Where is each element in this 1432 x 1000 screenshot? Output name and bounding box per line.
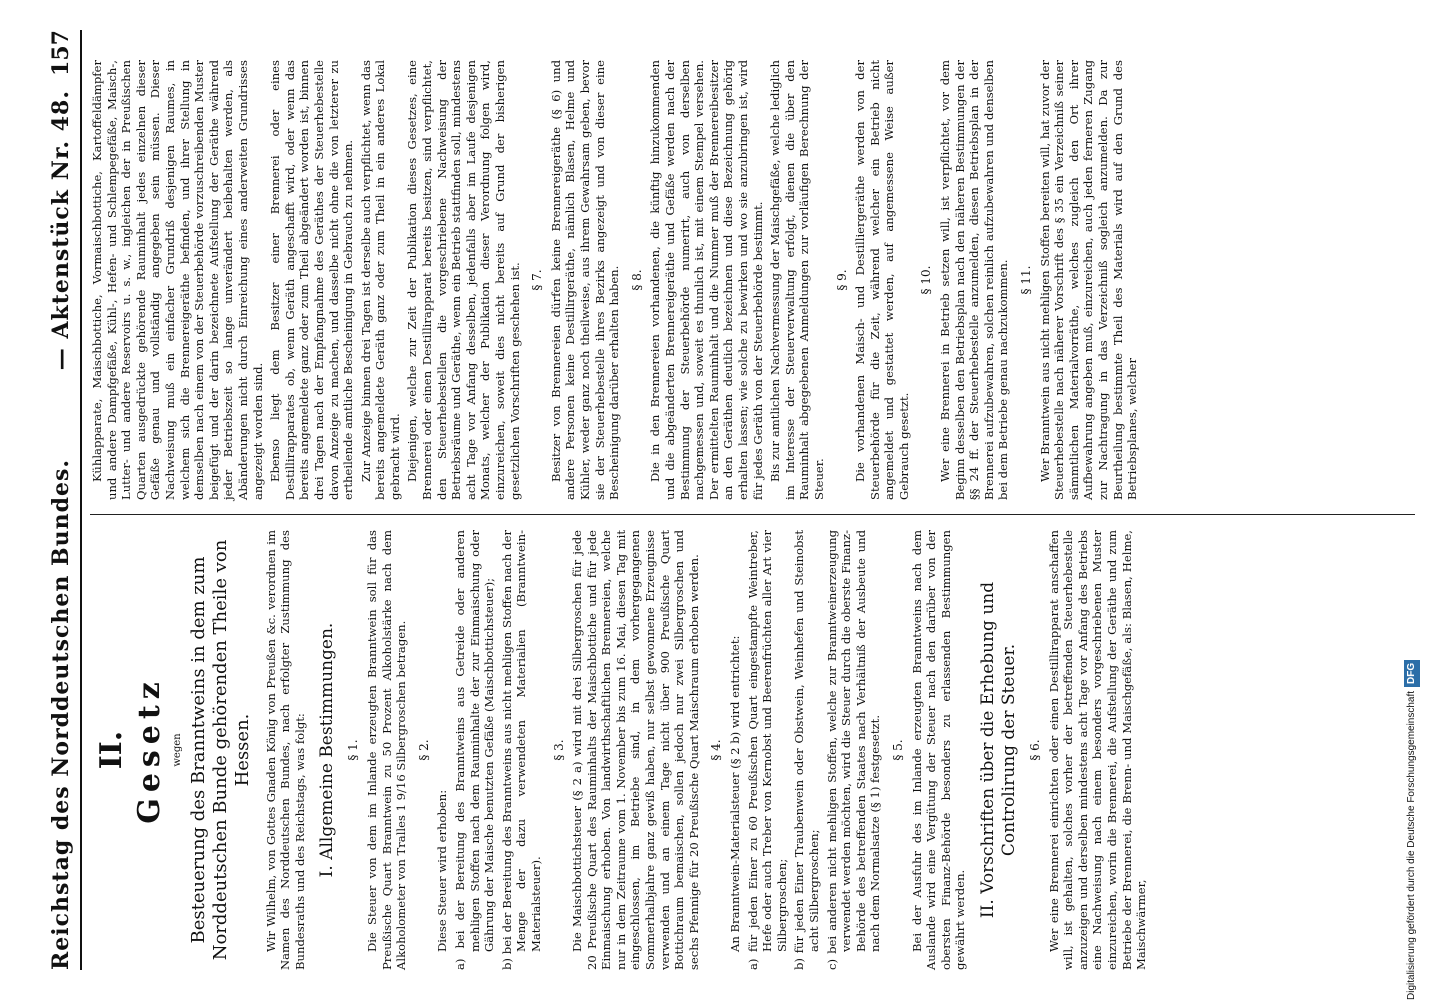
digitization-credit: [1404, 0, 1426, 1000]
paragraph-text-3: Die Maischbottichsteuer (§ 2 a) wird mit drei Silbergroschen für jede 20 Preußische Quart des Rauminhalts der Maischbottiche und für jede Einmaischung erhoben. Von landwirthschaftlichen Brennereien, welche nur in dem Zeitraume vom 1. November bis zum 16. Mai, diesen Tag mit eingeschlossen, im Betriebe sind, in dem vorhergegangenen Sommerhalbjahre ganz gewiß haben, nur selbst gewonnene Erzeugnisse verwenden und an einem Tage nicht über 900 Preußische Quart Bottichraum bemaischen, sollen jedoch nur zwei Silbergroschen und sechs Pfennige für 20 Preußische Quart Maischraum erhoben werden.: [570, 530, 701, 970]
page-header: [40, 30, 82, 970]
header-separator: —: [48, 347, 74, 371]
paragraph-label-5: § 5.: [890, 739, 905, 761]
paragraph-label-11: § 11.: [1019, 265, 1034, 295]
paragraph-6-continuation-2: Ebenso liegt dem Besitzer einer Brennerei oder eines Destillirapparates ob, wenn Geräth angeschafft wird, oder wenn das bereits angemeldete ganz oder zum Theil abgeändert worden ist, binnen drei Tagen nach der Empfangnahme des Geräthes der Steuerhebestelle davon Anzeige zu machen, und dasselbe nicht ohne die von letzterer zu ertheilende amtliche Bescheinigung in Gebrauch zu nehmen.: [268, 60, 356, 500]
paragraph-text-9: Die vorhandenen Maisch- und Destilliergeräthe werden von der Steuerbehörde für die Zeit, während welcher ein Betrieb nicht angemeldet und gestattet werden, auf angemessene Weise außer Gebrauch gesetzt.: [853, 60, 911, 500]
paragraph-label-8: § 8.: [629, 269, 644, 291]
column-divider: [90, 514, 1415, 515]
paragraph-6-continuation-3: Zur Anzeige binnen drei Tagen ist derselbe auch verpflichtet, wenn das bereits angemeldete Geräth ganz oder zum Theil in ein anderes Lokal gebracht wird.: [358, 60, 402, 500]
paragraph-label-10: § 10.: [919, 265, 934, 295]
paragraph-text-1: Die Steuer von dem im Inlande erzeugten Branntwein soll für das Preußische Quart Branntwein zu 50 Prozent Alkoholstärke nach dem Alkoholometer von Tralles 1 9/16 Silbergroschen betragen.: [364, 530, 409, 970]
paragraph-text-2: Diese Steuer wird erhoben:: [435, 789, 450, 952]
paragraph-text-10: Wer eine Brennerei in Betrieb setzen will, ist verpflichtet, vor dem Beginn desselben den Betriebsplan nach den näheren Bestimmungen der §§ 24 ff. der Steuerhebestelle anzumelden, diesen Betriebsplan in der Brennerei aufzubewahren, solchen reinlich aufzubewahren und denselben bei dem Betriebe genau nachzukommen.: [938, 60, 1011, 500]
paragraph-6-continuation-4: Diejenigen, welche zur Zeit der Publikation dieses Gesetzes, eine Brennerei oder einen Destillirapparat bereits besitzen, sind verpflichtet, den Steuerhebestellen die vorgeschriebene Nachweisung der Betriebsräume und Geräthe, wenn ein Betrieb stattfinden soll, mindestens acht Tage vor Anfang desselben, jedenfalls aber im Laufe desjenigen Monats, welcher der Publikation dieser Verordnung folgen wird, einzureichen, soweit dies nicht bereits auf Grund der bisherigen gesetzlichen Vorschriften geschehen ist.: [405, 60, 522, 500]
dfg-badge: DFG: [1404, 660, 1420, 687]
header-title: Reichstag des Norddeutschen Bundes.: [48, 458, 74, 970]
paragraph-text-8: Die in den Brennereien vorhandenen, die künftig hinzukommenden und die abgeänderten Brennereigeräthe und Gefäße werden nach der Bestimmung der Steuerbehörde numerirt, auch von derselben nachgemessen und, soweit es thunlich ist, mit einem Stempel versehen. Der ermittelten Rauminhalt und die Nummer muß der Brennereibesitzer an den Geräthen deutlich bezeichnen und diese Bezeichnung gehörig erhalten lassen; wie solche zu bewirken und wo sie anzubringen ist, wird für jedes Geräth von der Steuerbehörde bestimmt.: [648, 60, 765, 500]
paragraph-label-3: § 3.: [551, 739, 566, 761]
paragraph-4-item-b: b) für jeden Einer Traubenwein oder Obstwein, Weinhefen und Steinobst acht Silbergroschen;: [792, 530, 821, 970]
paragraph-2-item-b: b) bei der Bereitung des Branntweins aus nicht mehligen Stoffen nach der Menge der dazu verwendeten Materialien (Branntwein-Materialsteuer).: [499, 530, 543, 970]
digitization-credit-text: Digitalisierung gefördert durch die Deutsche Forschungsgemeinschaft: [1406, 690, 1417, 1000]
section-heading-2: II. Vorschriften über die Erhebung und Controlirung der Steuer.: [977, 581, 1019, 919]
section-heading-1: I. Allgemeine Bestimmungen.: [317, 622, 338, 878]
paragraph-2-item-a: a) bei der Bereitung des Branntweins aus Getreide oder anderen mehligen Stoffen nach dem Rauminhalte der zur Einmaischung oder Gährung der Maische benutzten Gefäße (Maischbottichsteuer);: [452, 530, 497, 970]
paragraph-text-4: An Branntwein-Materialsteuer (§ 2 b) wird entrichtet:: [728, 635, 743, 952]
law-title: Gesetz: [132, 676, 167, 824]
header-document-number: Aktenstück Nr. 48.: [48, 90, 74, 339]
preamble: Wir Wilhelm, von Gottes Gnaden König von Preußen &c. verordnen im Namen des Norddeutschen Bundes, nach erfolgter Zustimmung des Bundesraths und des Reichstags, was folgt:: [263, 530, 307, 970]
roman-numeral: II.: [94, 730, 129, 770]
paragraph-label-2: § 2.: [416, 739, 431, 761]
paragraph-4-item-a: a) für jeden Einer zu 60 Preußischen Quart eingestampfte Weintreber, Hefe oder auch Treber von Kernobst und Beerenfrüchten aller Art vier Silbergroschen;: [745, 530, 789, 970]
law-subtitle: Besteuerung des Branntweins in dem zum Norddeutschen Bunde gehörenden Theile von Hessen.: [187, 539, 253, 961]
paragraph-4-item-c: c) bei anderen nicht mehligen Stoffen, welche zur Branntweinerzeugung verwendet werden möchten, wird die Steuer durch die oberste Finanz-Behörde des betreffenden Staates nach Verhältniß der Ausbeute und nach dem Normalsatze (§ 1) festgesetzt.: [824, 530, 883, 970]
paragraph-text-7: Besitzer von Brennereien dürfen keine Brennereigeräthe (§ 6) und andere Personen keine Destillirgeräthe, nämlich Blasen, Helme und Kühler, weder ganz noch theilweise, aus ihrem Gewahrsam geben, bevor sie der Steuerhebestelle ihres Bezirks angezeigt und von dieser eine Bescheinigung darüber erhalten haben.: [548, 60, 622, 500]
paragraph-label-4: § 4.: [709, 739, 724, 761]
paragraph-text-6: Wer eine Brennerei einrichten oder einen Destillirapparat anschaffen will, ist gehalten, solches vorher der betreffenden Steuerhebestelle anzuzeigen und derselben mindestens acht Tage vor Anfang des Betriebs eine Nachweisung nach einem besonders vorgeschriebenen Muster einzureichen, worin die Brennerei, die Aufstellung der Geräthe und zum Betriebe der Brennerei, die Brenn- und Maischgefäße, als: Blasen, Helme, Maischwärmer,: [1046, 530, 1149, 970]
paragraph-label-1: § 1.: [346, 739, 361, 761]
page-number: 157: [48, 30, 74, 76]
paragraph-text-8b: Bis zur amtlichen Nachvermessung der Maischgefäße, welche lediglich im Interesse der Steuerverwaltung erfolgt, dienen die über den Rauminhalt abgegebenen Anmeldungen zur vorläufigen Berechnung der Steuer.: [768, 60, 826, 500]
right-column: [90, 60, 1143, 500]
paragraph-label-6: § 6.: [1027, 739, 1042, 761]
paragraph-6-continuation: Kühlapparate, Maischbottiche, Vormaischbottiche, Kartoffeldämpfer und andere Dampfgefäße, Kühl-, Hefen- und Schlempegefäße, Maisch-, Lutter- und andere Reservoirs u. s. w., ingleichen der in Preußischen Quarten ausgedrückte gehörende Rauminhalt jedes einzelnen dieser Gefäße genau und vollständig angegeben sein müssen. Dieser Nachweisung muß ein einfacher Grundriß desjenigen Raumes, in welchem sich die Brennereigeräthe befinden, und ihrer Stellung in demselben nach einem von der Steuerbehörde vorzuschreibenden Muster beigefügt und der darin bezeichnete Aufstellung der Geräthe während jeder Betriebszeit so lange unverändert beibehalten werden, als Abänderungen nicht durch Einreichung eines anderweiten Grundrisses angezeigt worden sind.: [90, 60, 265, 500]
paragraph-label-7: § 7.: [530, 269, 545, 291]
paragraph-text-11: Wer Branntwein aus nicht mehligen Stoffen bereiten will, hat zuvor der Steuerhebestelle nach näherer Vorschrift des § 35 ein Verzeichniß seiner sämmtlichen Materialvorräthe, welches zugleich den Ort ihrer Aufbewahrung angeben muß, einzureichen, auch jeden ferneren Zugang zur Nachtragung in das Verzeichniß sogleich anzumelden. Da zur Beurtheilung bestimmte Theil des Materials wird auf den Grund des Betriebsplanes, welcher: [1037, 60, 1140, 500]
left-column: [90, 530, 1152, 970]
paragraph-text-5: Bei der Ausfuhr des im Inlande erzeugten Branntweins nach dem Auslande wird eine Vergütung der Steuer nach den darüber von der obersten Finanz-Behörde besonders zu erlassenden Bestimmungen gewährt werden.: [909, 530, 968, 970]
law-title-connector: wegen: [172, 733, 183, 767]
header-document-ref: [48, 90, 74, 370]
paragraph-label-9: § 9.: [834, 269, 849, 291]
